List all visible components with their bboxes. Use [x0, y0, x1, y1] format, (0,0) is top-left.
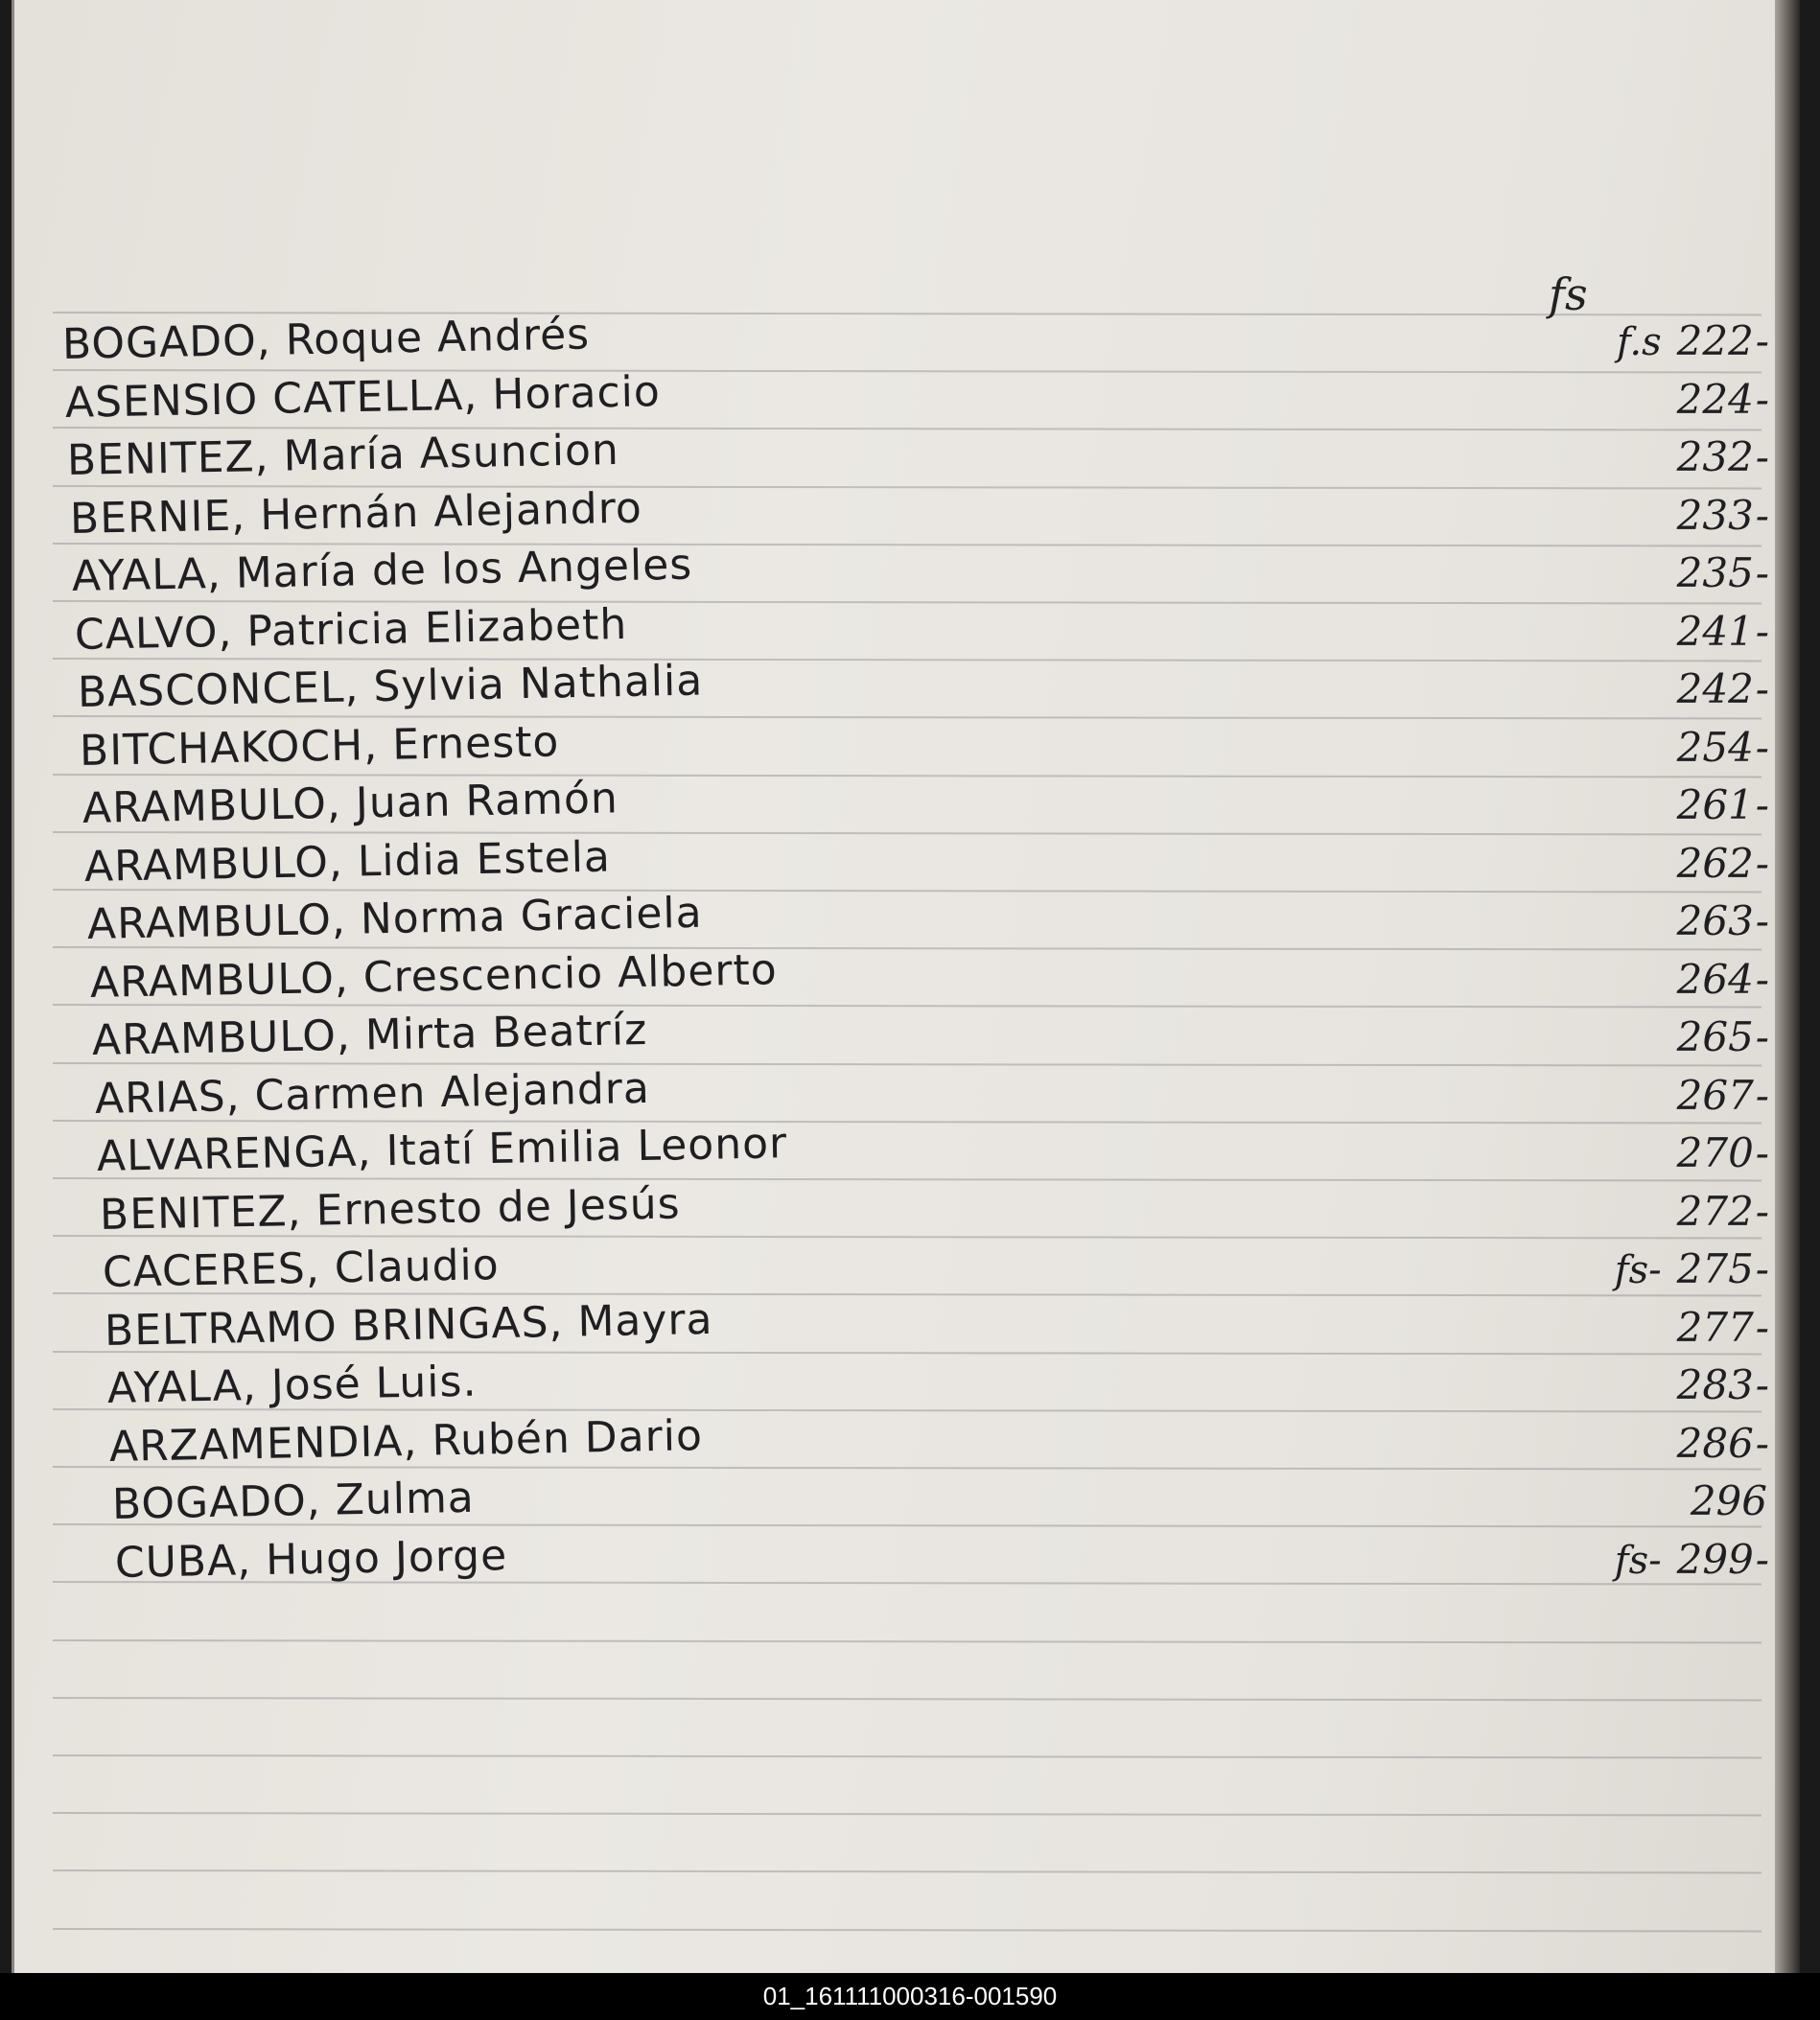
folio-number: 299 — [1676, 1535, 1754, 1583]
folio-prefix: fs- — [1614, 1538, 1662, 1583]
entry-name: CACERES, Claudio — [102, 1241, 500, 1297]
folio-number: 232 — [1676, 433, 1754, 480]
entry-name: BASCONCEL, Sylvia Nathalia — [77, 656, 704, 717]
folio-number: 241 — [1676, 607, 1754, 655]
image-id-caption: 01_161111000316-001590 — [0, 1973, 1820, 2020]
entry-folio — [1510, 1185, 1769, 1239]
folio-suffix: - — [1755, 1187, 1769, 1235]
ruled-line — [53, 1812, 1762, 1816]
folio-number: 272 — [1676, 1187, 1754, 1235]
entry-folio — [1510, 837, 1769, 891]
folio-number: 296 — [1690, 1477, 1767, 1524]
entry-folio — [1510, 953, 1769, 1007]
entry-name: ARAMBULO, Lidia Estela — [83, 831, 612, 892]
entry-name: BENITEZ, María Asuncion — [66, 425, 620, 485]
entry-name: ALVARENGA, Itatí Emilia Leonor — [96, 1119, 788, 1181]
page-edge — [1775, 0, 1800, 1973]
entry-name: AYALA, José Luis. — [106, 1357, 478, 1413]
entry-name: ARZAMENDIA, Rubén Dario — [108, 1410, 704, 1472]
entry-name: BOGADO, Roque Andrés — [61, 310, 591, 369]
folio-suffix: - — [1755, 375, 1769, 423]
folio-suffix: - — [1755, 955, 1769, 1003]
folio-suffix: - — [1755, 1129, 1769, 1176]
folio-suffix: - — [1755, 897, 1769, 944]
folio-suffix: - — [1755, 433, 1769, 480]
folio-number: 261 — [1676, 781, 1754, 828]
folio-suffix: - — [1755, 607, 1769, 655]
folio-suffix: - — [1755, 1419, 1769, 1467]
folio-number: 242 — [1676, 665, 1754, 712]
entry-name: BERNIE, Hernán Alejandro — [69, 483, 643, 544]
folio-number: 254 — [1676, 723, 1754, 771]
folio-number: 286 — [1676, 1419, 1754, 1467]
entry-folio — [1510, 721, 1769, 775]
entry-name: BELTRAMO BRINGAS, Mayra — [104, 1294, 714, 1356]
folio-suffix: - — [1755, 665, 1769, 712]
entry-folio — [1510, 1301, 1769, 1355]
entry-folio — [1510, 1126, 1769, 1180]
entry-folio — [1510, 546, 1769, 600]
folio-suffix: - — [1755, 317, 1769, 364]
entry-name: ARAMBULO, Mirta Beatríz — [91, 1005, 648, 1065]
folio-number: 233 — [1676, 491, 1754, 539]
entry-folio — [1510, 1474, 1769, 1528]
folio-number: 270 — [1676, 1129, 1754, 1176]
ruled-line — [53, 1928, 1762, 1932]
ruled-line — [53, 1639, 1762, 1643]
folio-number: 262 — [1676, 839, 1754, 887]
folio-number: 275 — [1676, 1245, 1754, 1292]
entry-folio — [1510, 373, 1769, 427]
folio-number: 267 — [1676, 1071, 1754, 1119]
folio-number: 265 — [1676, 1013, 1754, 1060]
entry-name: BOGADO, Zulma — [111, 1473, 476, 1529]
entry-name: ARIAS, Carmen Alejandra — [94, 1063, 651, 1124]
folio-number: 283 — [1676, 1361, 1754, 1408]
entry-folio — [1510, 489, 1769, 543]
ruled-line — [53, 1754, 1762, 1758]
folio-suffix: - — [1755, 1071, 1769, 1119]
entry-folio — [1510, 894, 1769, 948]
folio-number: 235 — [1676, 549, 1754, 596]
folio-column-header: fs — [1549, 268, 1588, 320]
entry-name: BENITEZ, Ernesto de Jesús — [99, 1178, 681, 1240]
folio-suffix: - — [1755, 1245, 1769, 1292]
folio-number: 277 — [1676, 1303, 1754, 1351]
folio-number: 222 — [1676, 317, 1754, 364]
entry-folio — [1510, 1242, 1769, 1296]
entry-folio — [1510, 1358, 1769, 1412]
folio-number: 224 — [1676, 375, 1754, 423]
entry-folio — [1510, 430, 1769, 484]
entry-folio — [1510, 605, 1769, 659]
folio-suffix: - — [1755, 1303, 1769, 1351]
notebook-page — [12, 0, 1800, 1973]
entry-name: ARAMBULO, Juan Ramón — [82, 774, 619, 833]
folio-suffix: - — [1755, 723, 1769, 771]
entry-folio — [1510, 1533, 1769, 1587]
entry-name: BITCHAKOCH, Ernesto — [79, 716, 560, 776]
folio-suffix: - — [1755, 839, 1769, 887]
entry-name: ASENSIO CATELLA, Horacio — [64, 366, 661, 428]
folio-suffix: - — [1755, 491, 1769, 539]
folio-number: 264 — [1676, 955, 1754, 1003]
entry-folio — [1510, 1010, 1769, 1064]
entry-folio — [1510, 778, 1769, 832]
folio-number: 263 — [1676, 897, 1754, 944]
folio-suffix: - — [1755, 1013, 1769, 1060]
entry-name: ARAMBULO, Crescencio Alberto — [89, 944, 778, 1008]
entry-name: CUBA, Hugo Jorge — [114, 1530, 508, 1588]
entry-name: AYALA, María de los Angeles — [71, 540, 694, 601]
entry-folio — [1510, 314, 1769, 368]
ruled-line — [53, 1869, 1762, 1873]
entry-folio — [1510, 1069, 1769, 1123]
entry-folio — [1510, 1417, 1769, 1471]
folio-suffix: - — [1755, 1535, 1769, 1583]
folio-prefix: f.s — [1617, 320, 1662, 364]
folio-suffix: - — [1755, 549, 1769, 596]
folio-prefix: fs- — [1614, 1248, 1662, 1292]
folio-suffix: - — [1755, 781, 1769, 828]
entry-name: ARAMBULO, Norma Graciela — [86, 888, 704, 949]
entry-folio — [1510, 662, 1769, 716]
entry-name: CALVO, Patricia Elizabeth — [74, 599, 628, 660]
folio-suffix: - — [1755, 1361, 1769, 1408]
ruled-line — [53, 1697, 1762, 1701]
